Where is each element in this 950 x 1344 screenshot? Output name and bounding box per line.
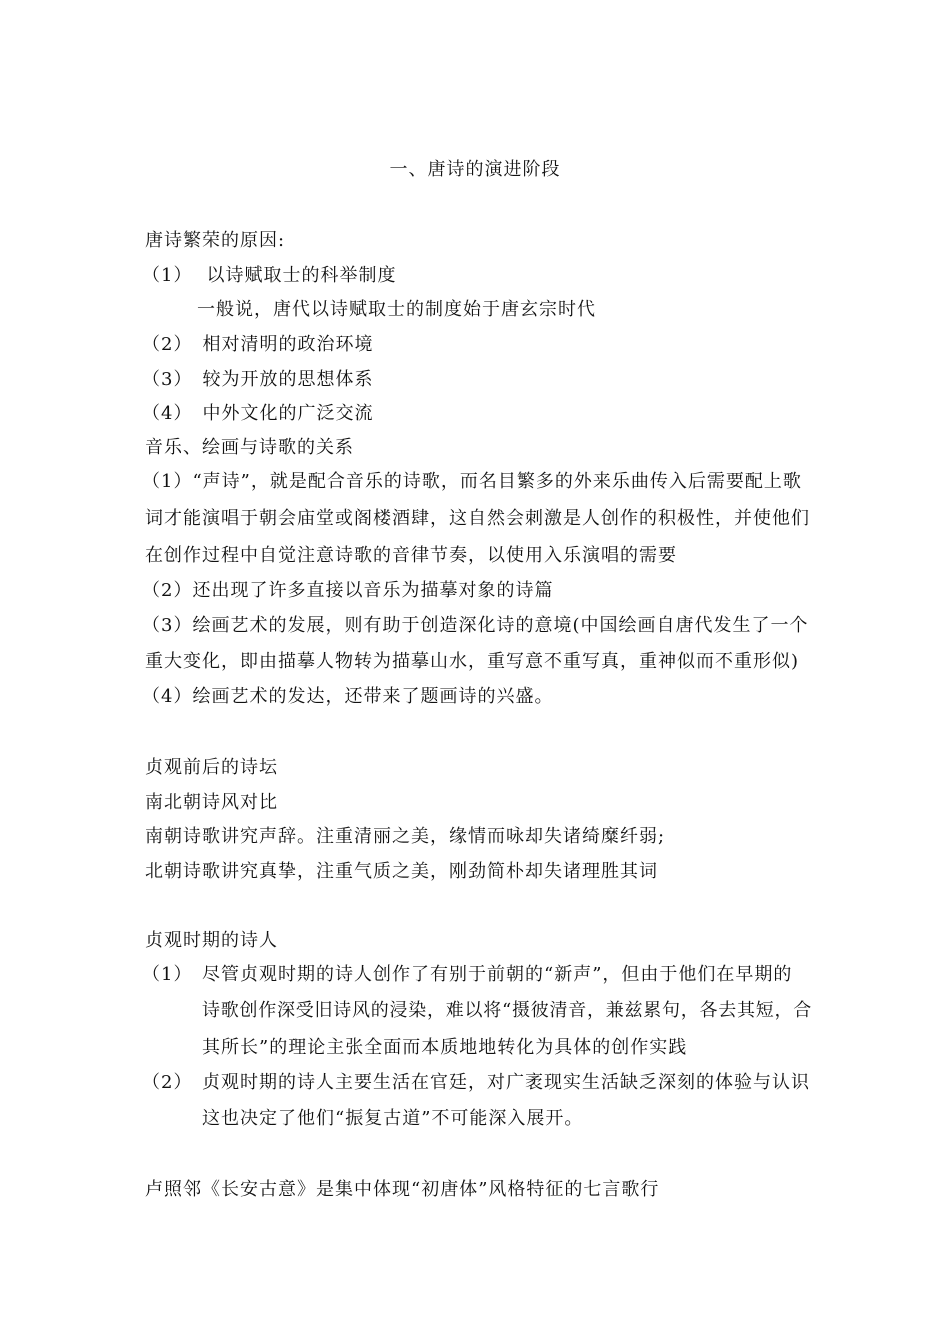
section-heading-zhenguan-poetry: 贞观前后的诗坛 bbox=[145, 757, 278, 778]
list-item-text: 以诗赋取士的科举制度 bbox=[206, 265, 397, 286]
paragraph-line: （1）“声诗”，就是配合音乐的诗歌，而名目繁多的外来乐曲传入后需要配上歌 bbox=[142, 471, 802, 492]
section-heading-music-painting: 音乐、绘画与诗歌的关系 bbox=[145, 437, 354, 458]
paragraph-line: 其所长”的理论主张全面而本质地地转化为具体的创作实践 bbox=[202, 1037, 688, 1058]
list-item-number: （2） bbox=[142, 1072, 193, 1093]
list-item-number: （3） bbox=[142, 369, 193, 390]
paragraph-line: （2）还出现了许多直接以音乐为描摹对象的诗篇 bbox=[142, 580, 554, 601]
list-item-number: （2） bbox=[142, 334, 193, 355]
paragraph-line: 北朝诗歌讲究真挚，注重气质之美，刚劲简朴却失诸理胜其词 bbox=[145, 861, 658, 882]
subheading-north-south: 南北朝诗风对比 bbox=[145, 792, 278, 813]
section-heading-prosperity-reasons: 唐诗繁荣的原因: bbox=[145, 230, 286, 251]
list-item-number: （1） bbox=[142, 964, 193, 985]
paragraph-line: 词才能演唱于朝会庙堂或阁楼酒肆，这自然会刺激是人创作的积极性，并使他们 bbox=[145, 508, 810, 529]
list-item-number: （4） bbox=[142, 403, 193, 424]
list-item-2 bbox=[142, 333, 373, 357]
list-item-number: （1） bbox=[142, 265, 193, 286]
page-title: 一、唐诗的演进阶段 bbox=[389, 159, 561, 180]
paragraph-line: 这也决定了他们“振复古道”不可能深入展开。 bbox=[202, 1108, 584, 1129]
paragraph-line: （3）绘画艺术的发展，则有助于创造深化诗的意境(中国绘画自唐代发生了一个 bbox=[142, 615, 809, 636]
paragraph-line: 贞观时期的诗人主要生活在官廷，对广袤现实生活缺乏深刻的体验与认识 bbox=[202, 1072, 810, 1093]
list-item-3 bbox=[142, 368, 373, 392]
list-item-note: 一般说，唐代以诗赋取士的制度始于唐玄宗时代 bbox=[197, 299, 596, 320]
list-item-text: 较为开放的思想体系 bbox=[202, 369, 374, 390]
paragraph-line: 南朝诗歌讲究声辞。注重清丽之美，缘情而咏却失诸绮糜纤弱; bbox=[145, 826, 666, 847]
list-item-4 bbox=[142, 402, 373, 426]
list-item-text: 相对清明的政治环境 bbox=[202, 334, 374, 355]
paragraph-line: 重大变化，即由描摹人物转为描摹山水，重写意不重写真，重神似而不重形似) bbox=[145, 651, 800, 672]
list-item-text: 中外文化的广泛交流 bbox=[202, 403, 374, 424]
list-item-1 bbox=[142, 264, 396, 288]
section-heading-zhenguan-poets: 贞观时期的诗人 bbox=[145, 930, 278, 951]
paragraph-line: （4）绘画艺术的发达，还带来了题画诗的兴盛。 bbox=[142, 686, 554, 707]
paragraph-line: 卢照邻《长安古意》是集中体现“初唐体”风格特征的七言歌行 bbox=[145, 1179, 660, 1200]
paragraph-line: 诗歌创作深受旧诗风的浸染，难以将“摄彼清音，兼兹累句，各去其短，合 bbox=[202, 1000, 812, 1021]
paragraph-line: 尽管贞观时期的诗人创作了有别于前朝的“新声”，但由于他们在早期的 bbox=[202, 964, 793, 985]
paragraph-line: 在创作过程中自觉注意诗歌的音律节奏，以使用入乐演唱的需要 bbox=[145, 545, 677, 566]
